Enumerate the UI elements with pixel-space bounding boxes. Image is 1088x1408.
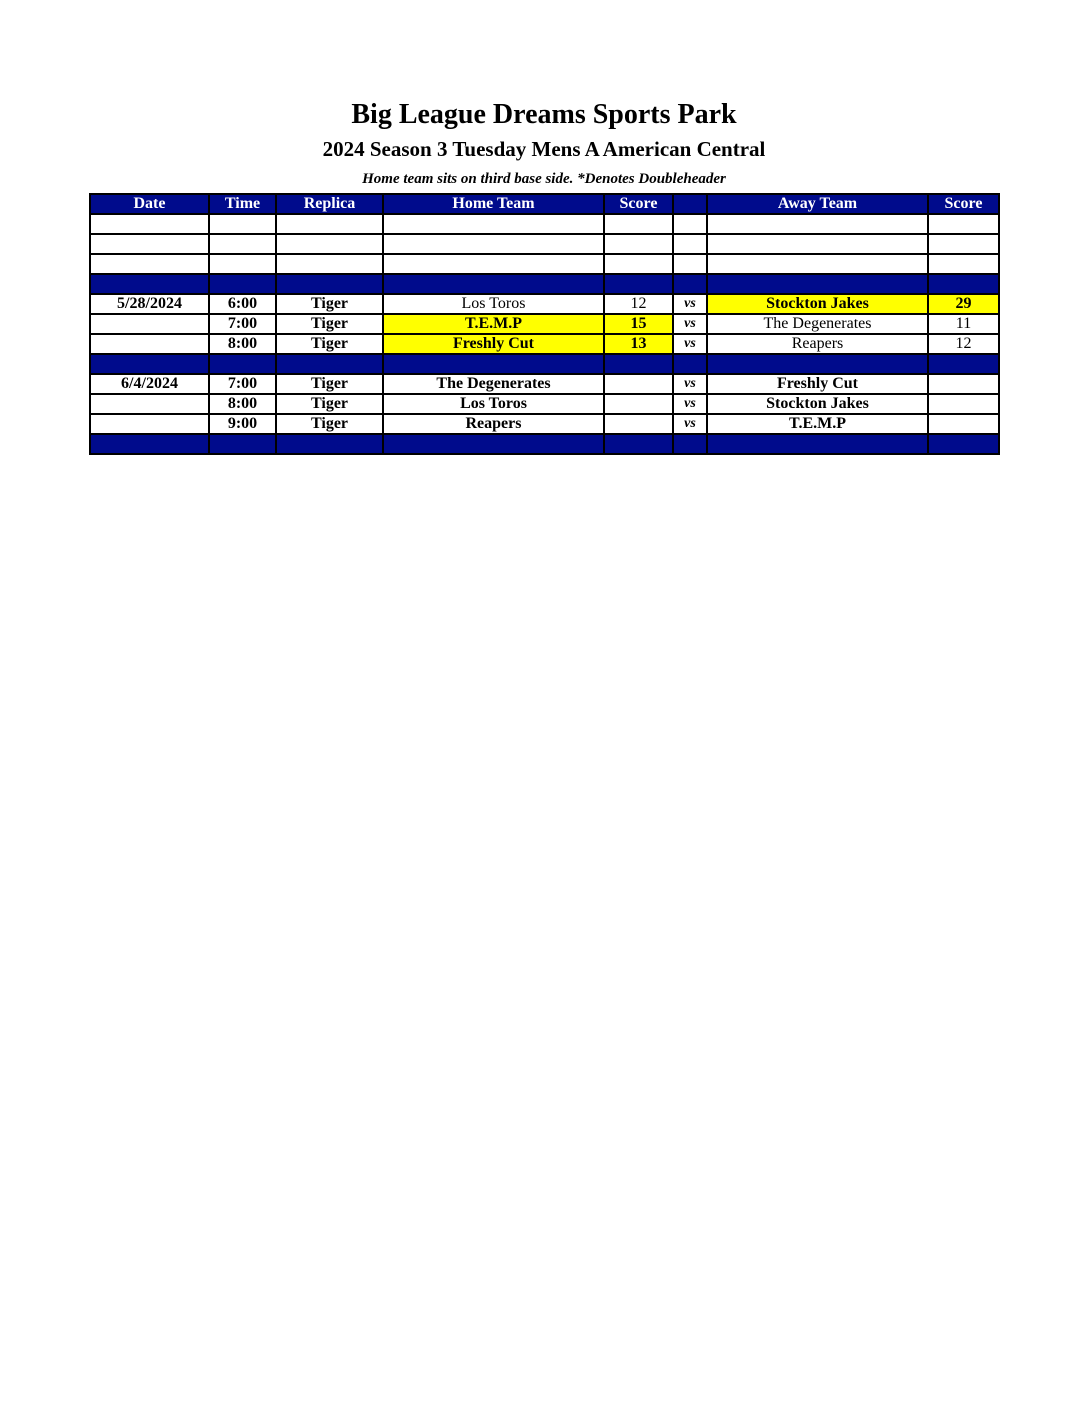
game-date <box>90 334 209 354</box>
home-score <box>604 394 673 414</box>
separator-row <box>90 354 999 374</box>
vs-label: vs <box>673 374 707 394</box>
game-time: 7:00 <box>209 374 276 394</box>
game-date: 6/4/2024 <box>90 374 209 394</box>
game-date <box>90 414 209 434</box>
game-row <box>90 374 999 394</box>
game-replica: Tiger <box>276 334 383 354</box>
home-team: Los Toros <box>383 394 604 414</box>
home-score <box>604 374 673 394</box>
game-replica: Tiger <box>276 294 383 314</box>
away-score <box>928 374 999 394</box>
away-score <box>928 414 999 434</box>
schedule-table <box>89 193 1000 455</box>
game-row <box>90 334 999 354</box>
game-date: 5/28/2024 <box>90 294 209 314</box>
home-team: Los Toros <box>383 294 604 314</box>
col-away-score: Score <box>928 194 999 214</box>
home-team: Freshly Cut <box>383 334 604 354</box>
col-vs <box>673 194 707 214</box>
away-score: 12 <box>928 334 999 354</box>
game-replica: Tiger <box>276 414 383 434</box>
home-score <box>604 414 673 434</box>
away-team: Reapers <box>707 334 928 354</box>
col-replica: Replica <box>276 194 383 214</box>
game-row <box>90 294 999 314</box>
home-score: 12 <box>604 294 673 314</box>
away-team: T.E.M.P <box>707 414 928 434</box>
game-date <box>90 314 209 334</box>
away-team: Stockton Jakes <box>707 294 928 314</box>
game-replica: Tiger <box>276 394 383 414</box>
vs-label: vs <box>673 294 707 314</box>
home-team: T.E.M.P <box>383 314 604 334</box>
game-time: 7:00 <box>209 314 276 334</box>
game-row <box>90 414 999 434</box>
home-team: The Degenerates <box>383 374 604 394</box>
vs-label: vs <box>673 414 707 434</box>
vs-label: vs <box>673 334 707 354</box>
away-team: Freshly Cut <box>707 374 928 394</box>
separator-row <box>90 274 999 294</box>
col-home-team: Home Team <box>383 194 604 214</box>
empty-row <box>90 214 999 234</box>
game-time: 9:00 <box>209 414 276 434</box>
home-score: 13 <box>604 334 673 354</box>
game-date <box>90 394 209 414</box>
home-team: Reapers <box>383 414 604 434</box>
game-row <box>90 394 999 414</box>
col-away-team: Away Team <box>707 194 928 214</box>
empty-row <box>90 254 999 274</box>
page-title: Big League Dreams Sports Park <box>351 99 737 130</box>
away-team: The Degenerates <box>707 314 928 334</box>
col-home-score: Score <box>604 194 673 214</box>
away-team: Stockton Jakes <box>707 394 928 414</box>
away-score: 11 <box>928 314 999 334</box>
game-time: 8:00 <box>209 334 276 354</box>
away-score <box>928 394 999 414</box>
col-time: Time <box>209 194 276 214</box>
game-time: 6:00 <box>209 294 276 314</box>
home-score: 15 <box>604 314 673 334</box>
vs-label: vs <box>673 394 707 414</box>
game-replica: Tiger <box>276 374 383 394</box>
separator-row <box>90 434 999 454</box>
col-date: Date <box>90 194 209 214</box>
empty-row <box>90 234 999 254</box>
header-row <box>90 194 999 214</box>
game-replica: Tiger <box>276 314 383 334</box>
game-time: 8:00 <box>209 394 276 414</box>
away-score: 29 <box>928 294 999 314</box>
vs-label: vs <box>673 314 707 334</box>
schedule-note: Home team sits on third base side. *Denotes Doubleheader <box>362 171 726 187</box>
league-subtitle: 2024 Season 3 Tuesday Mens A American Central <box>322 137 766 161</box>
game-row <box>90 314 999 334</box>
